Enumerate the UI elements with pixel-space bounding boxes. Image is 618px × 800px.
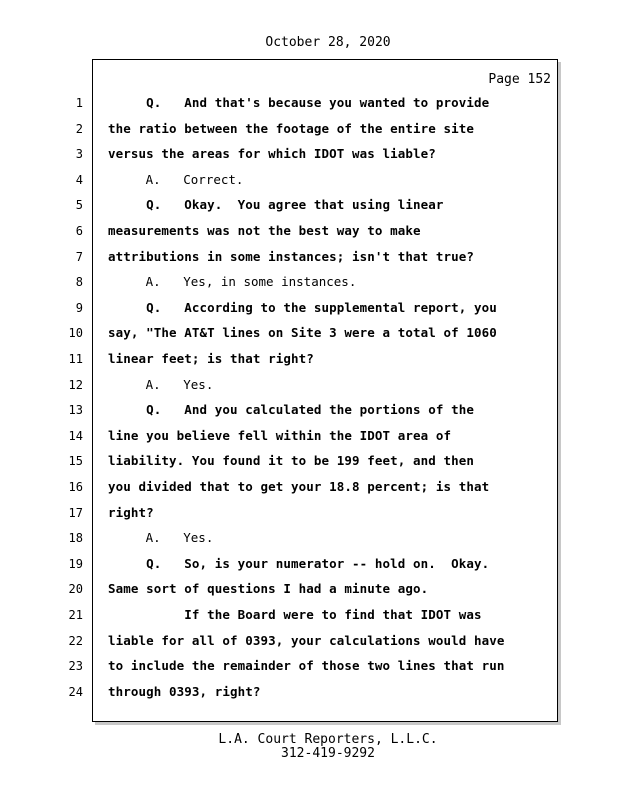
line-text: Same sort of questions I had a minute ago. [108, 581, 429, 596]
line-number: 10 [68, 326, 83, 340]
line-number: 18 [68, 531, 83, 545]
line-text: attributions in some instances; isn't that true? [108, 249, 475, 264]
line-text: versus the areas for which IDOT was liable? [108, 146, 436, 161]
line-number: 3 [75, 147, 83, 161]
reporter-phone: 312-419-9292 [281, 746, 375, 761]
line-number: 1 [75, 96, 83, 110]
line-number: 5 [75, 198, 83, 212]
line-number: 9 [75, 301, 83, 315]
line-text: A. Yes. [108, 530, 214, 545]
line-text: Q. According to the supplemental report, you [108, 300, 497, 315]
line-text: liable for all of 0393, your calculations would have [108, 633, 505, 648]
line-number: 22 [68, 634, 83, 648]
footer [0, 733, 618, 761]
line-text: liability. You found it to be 199 feet, and then [108, 453, 475, 468]
line-text: linear feet; is that right? [108, 351, 314, 366]
line-text: measurements was not the best way to make [108, 223, 421, 238]
line-text: right? [108, 505, 154, 520]
line-number: 11 [68, 352, 83, 366]
line-text: Q. So, is your numerator -- hold on. Okay. [108, 556, 490, 571]
transcript-date: October 28, 2020 [265, 35, 391, 50]
page-number: Page 152 [488, 72, 551, 87]
line-text: Q. And that's because you wanted to provide [108, 95, 490, 110]
line-number: 21 [68, 608, 83, 622]
line-number: 4 [75, 173, 83, 187]
line-number: 7 [75, 250, 83, 264]
line-number: 23 [68, 659, 83, 673]
line-text: to include the remainder of those two lines that run [108, 658, 505, 673]
line-text: A. Yes. [108, 377, 214, 392]
line-number: 14 [68, 429, 83, 443]
line-text: Q. Okay. You agree that using linear [108, 197, 444, 212]
line-text: through 0393, right? [108, 684, 261, 699]
line-number: 15 [68, 454, 83, 468]
line-text: say, "The AT&T lines on Site 3 were a total of 1060 [108, 325, 497, 340]
line-text: A. Correct. [108, 172, 244, 187]
line-text: you divided that to get your 18.8 percent; is that [108, 479, 490, 494]
line-text: A. Yes, in some instances. [108, 274, 357, 289]
line-number: 24 [68, 685, 83, 699]
line-text: the ratio between the footage of the entire site [108, 121, 475, 136]
line-text: Q. And you calculated the portions of the [108, 402, 475, 417]
reporter-company: L.A. Court Reporters, L.L.C. [218, 732, 438, 747]
line-number: 12 [68, 378, 83, 392]
line-text: If the Board were to find that IDOT was [108, 607, 482, 622]
line-number: 19 [68, 557, 83, 571]
line-number: 20 [68, 582, 83, 596]
line-number: 13 [68, 403, 83, 417]
line-number: 17 [68, 506, 83, 520]
line-number: 8 [75, 275, 83, 289]
line-text: line you believe fell within the IDOT area of [108, 428, 452, 443]
line-number: 16 [68, 480, 83, 494]
line-number: 6 [75, 224, 83, 238]
line-number: 2 [75, 122, 83, 136]
